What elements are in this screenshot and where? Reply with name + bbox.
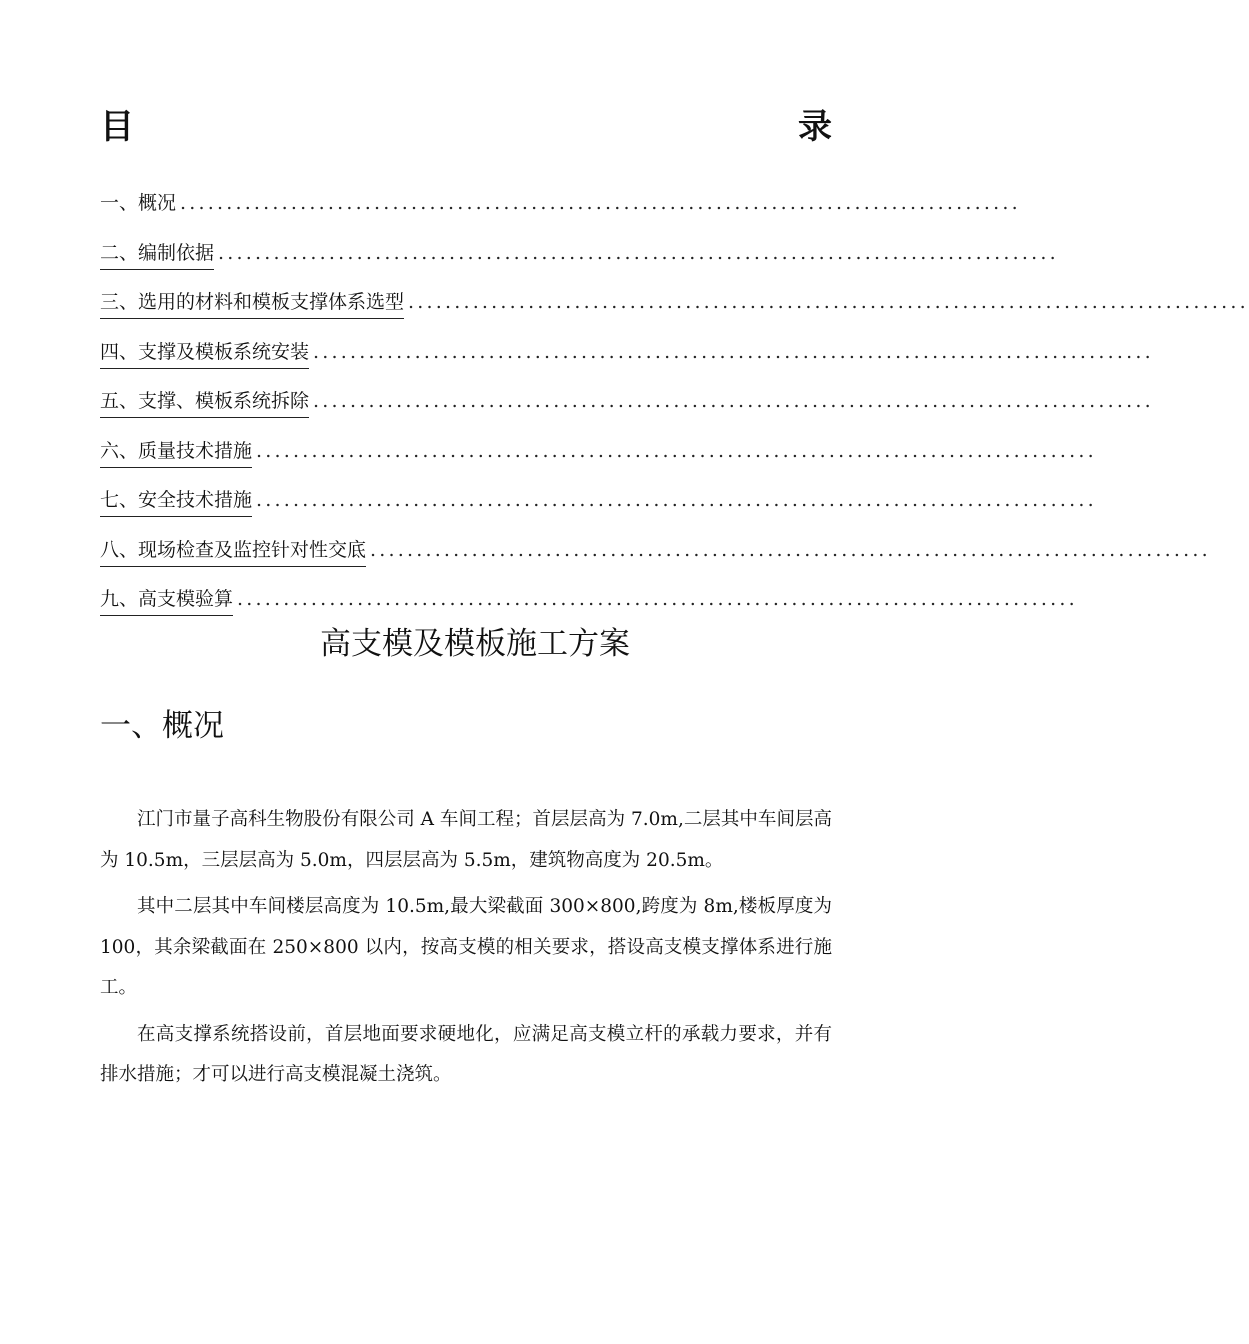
- toc-item-basis[interactable]: [100, 240, 1059, 290]
- toc-item-quality[interactable]: [100, 438, 1097, 488]
- toc-item-label: 五、支撑、模板系统拆除: [100, 388, 309, 418]
- section-heading-overview: 一、概况: [100, 708, 224, 744]
- table-of-contents: [100, 190, 1249, 636]
- body-paragraph: 其中二层其中车间楼层高度为 10.5m,最大梁截面 300×800,跨度为 8m,楼板厚度为 100，其余梁截面在 250×800 以内，按高支模的相关要求，搭设高支模支撑体系进行施工。: [100, 896, 832, 998]
- toc-item-label: 八、现场检查及监控针对性交底: [100, 537, 366, 567]
- toc-leader-dots: ...........................................................................................: [313, 390, 1154, 412]
- toc-heading-left: 目: [100, 107, 134, 147]
- toc-item-label: 七、安全技术措施: [100, 487, 252, 517]
- toc-item-inspection[interactable]: [100, 537, 1211, 587]
- toc-leader-dots: ...........................................................................................: [370, 538, 1211, 561]
- body-paragraph: 在高支撑系统搭设前，首层地面要求硬地化，应满足高支模立杆的承载力要求，并有排水措施；才可以进行高支模混凝土浇筑。: [100, 1023, 832, 1085]
- toc-item-overview[interactable]: [100, 190, 1021, 240]
- toc-item-label: 九、高支模验算: [100, 586, 233, 616]
- toc-item-materials[interactable]: [100, 289, 1249, 339]
- toc-item-removal[interactable]: [100, 388, 1154, 438]
- toc-item-safety[interactable]: [100, 487, 1097, 537]
- toc-heading: [100, 104, 832, 150]
- body-paragraph: 江门市量子高科生物股份有限公司 A 车间工程；首层层高为 7.0m,二层其中车间层高为 10.5m，三层层高为 5.0m，四层层高为 5.5m，建筑物高度为 20.5m。: [100, 809, 832, 871]
- toc-leader-dots: ...........................................................................................: [180, 192, 1021, 214]
- toc-leader-dots: ...........................................................................................: [256, 489, 1097, 511]
- toc-item-label: 一、概况: [100, 192, 177, 214]
- toc-heading-right: 录: [798, 107, 832, 147]
- toc-item-label: 六、质量技术措施: [100, 438, 252, 468]
- toc-item-label: 二、编制依据: [100, 240, 214, 270]
- toc-item-installation[interactable]: [100, 339, 1154, 389]
- toc-leader-dots: ...........................................................................................: [237, 588, 1078, 610]
- toc-leader-dots: ...........................................................................................: [313, 340, 1154, 363]
- toc-leader-dots: ...........................................................................................: [408, 291, 1249, 313]
- toc-leader-dots: ...........................................................................................: [256, 439, 1097, 462]
- document-body: [100, 800, 832, 1102]
- toc-item-label: 四、支撑及模板系统安装: [100, 339, 309, 369]
- toc-item-label: 三、选用的材料和模板支撑体系选型: [100, 289, 404, 319]
- document-title: 高支模及模板施工方案: [320, 626, 630, 662]
- toc-leader-dots: ...........................................................................................: [218, 241, 1059, 264]
